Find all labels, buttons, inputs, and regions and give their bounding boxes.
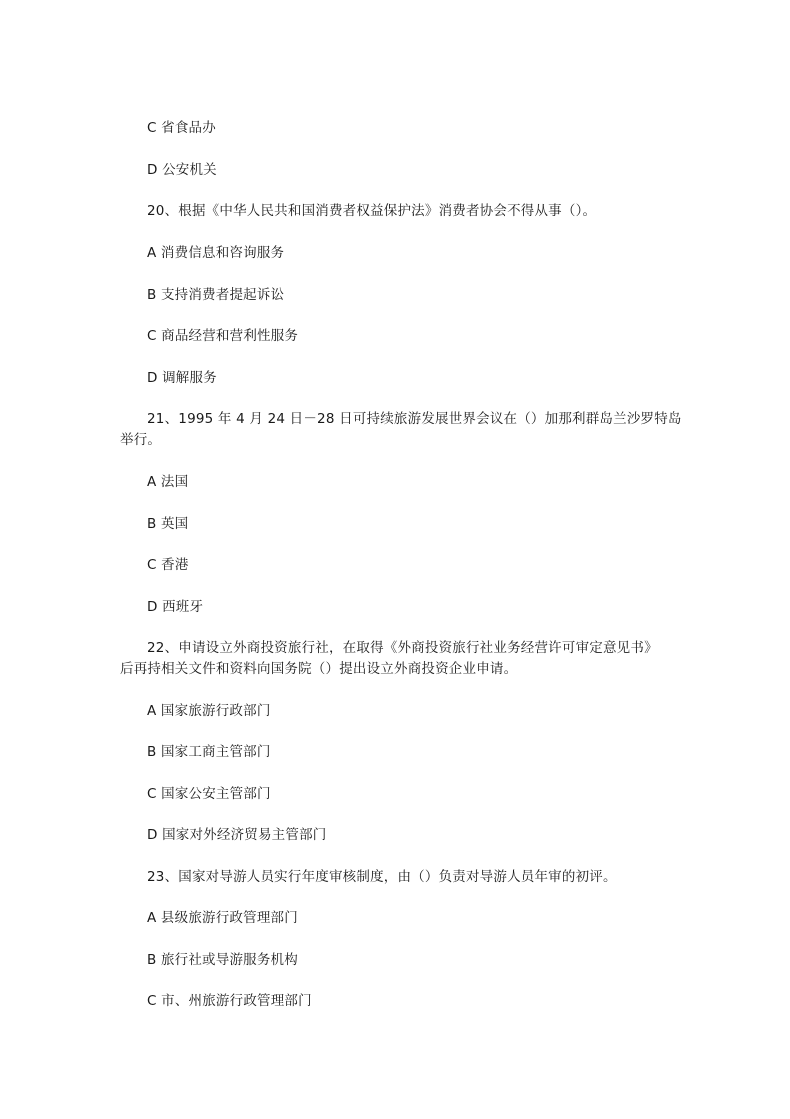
- option-line: B 英国: [147, 516, 189, 532]
- option-line: D 国家对外经济贸易主管部门: [147, 827, 327, 843]
- option-line: C 商品经营和营利性服务: [147, 328, 299, 344]
- question-line: 21、1995 年 4 月 24 日－28 日可持续旅游发展世界会议在（）加那利群岛兰沙罗特岛: [147, 411, 682, 427]
- question-continuation: 后再持相关文件和资料向国务院（）提出设立外商投资企业申请。: [120, 661, 518, 677]
- option-line: B 旅行社或导游服务机构: [147, 952, 298, 968]
- option-line: D 公安机关: [147, 162, 217, 178]
- option-line: D 调解服务: [147, 370, 217, 386]
- option-line: D 西班牙: [147, 599, 204, 615]
- option-line: A 县级旅游行政管理部门: [147, 910, 298, 926]
- option-line: C 国家公安主管部门: [147, 786, 271, 802]
- option-line: C 市、州旅游行政管理部门: [147, 993, 312, 1009]
- option-line: C 省食品办: [147, 120, 216, 136]
- question-line: 23、国家对导游人员实行年度审核制度，由（）负责对导游人员年审的初评。: [147, 869, 617, 885]
- option-line: B 支持消费者提起诉讼: [147, 287, 285, 303]
- option-line: A 消费信息和咨询服务: [147, 245, 285, 261]
- question-line: 20、根据《中华人民共和国消费者权益保护法》消费者协会不得从事（）。: [147, 203, 597, 219]
- option-line: B 国家工商主管部门: [147, 744, 271, 760]
- option-line: C 香港: [147, 557, 189, 573]
- option-line: A 国家旅游行政部门: [147, 703, 271, 719]
- question-line: 22、申请设立外商投资旅行社，在取得《外商投资旅行社业务经营许可审定意见书》: [147, 640, 658, 656]
- option-line: A 法国: [147, 474, 189, 490]
- question-continuation: 举行。: [120, 432, 162, 448]
